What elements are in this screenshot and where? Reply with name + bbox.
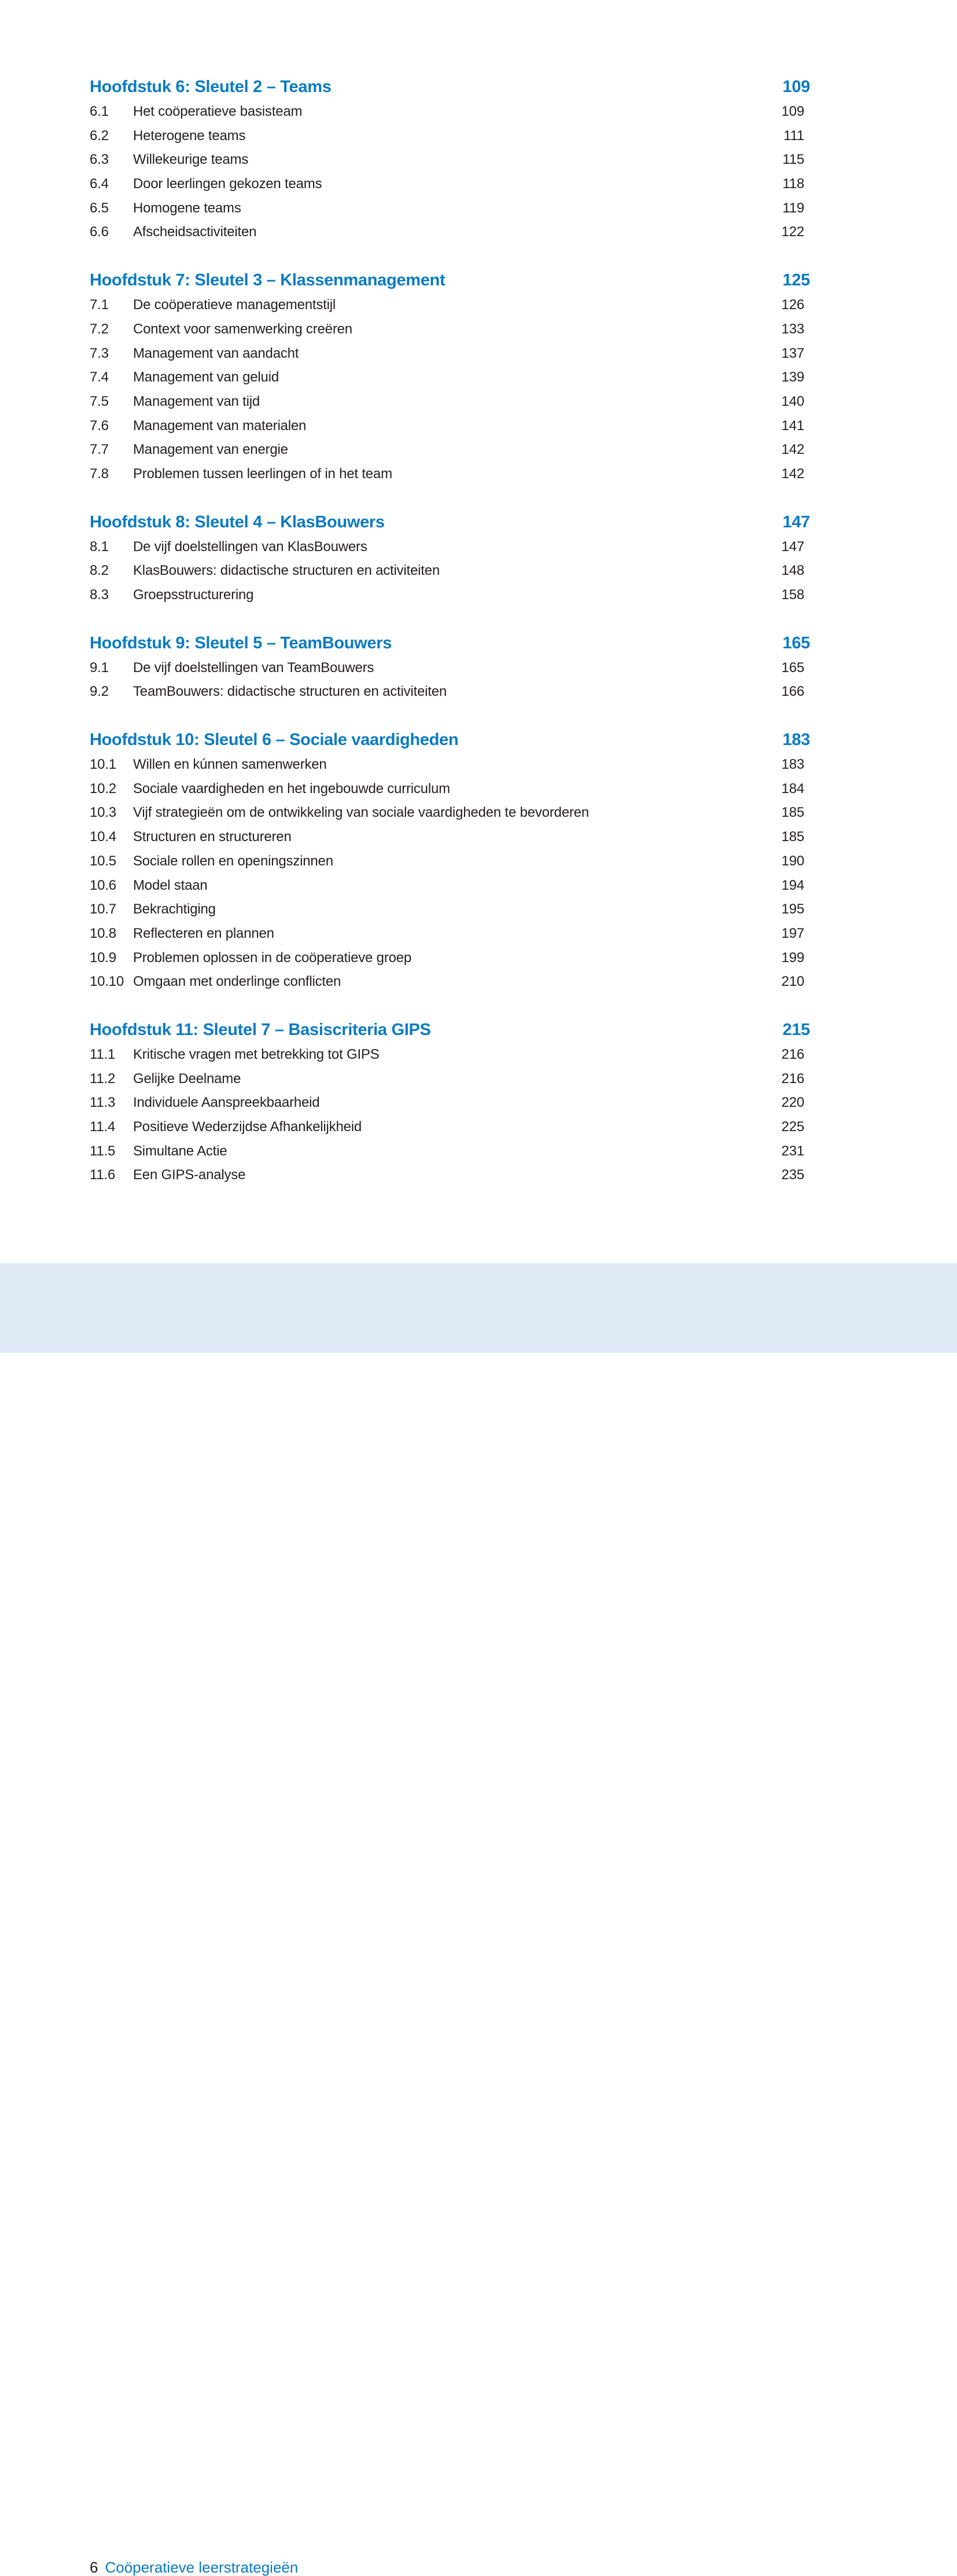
section-title: Kritische vragen met betrekking tot GIPS: [133, 1046, 380, 1062]
section-title: Simultane Actie: [133, 1143, 227, 1159]
table-of-contents: [90, 74, 810, 1210]
toc-section-entry[interactable]: [90, 970, 810, 994]
toc-section-entry[interactable]: [90, 342, 810, 366]
section-title: Model staan: [133, 877, 208, 893]
section-page-number: 111: [783, 127, 804, 144]
toc-section-entry[interactable]: [90, 220, 810, 244]
section-list: [90, 1043, 810, 1187]
section-page-number: 139: [781, 369, 804, 386]
section-title: Management van materialen: [133, 417, 307, 434]
section-title: Management van energie: [133, 442, 288, 458]
section-number: 10.6: [90, 877, 116, 893]
chapter-heading[interactable]: [90, 267, 810, 293]
section-number: 6.6: [90, 224, 109, 240]
section-number: 11.4: [90, 1119, 116, 1135]
section-page-number: 165: [781, 659, 804, 676]
toc-section-entry[interactable]: [90, 462, 810, 486]
toc-section-entry[interactable]: [90, 390, 810, 414]
chapter-title: Hoofdstuk 6: Sleutel 2 – Teams: [90, 78, 332, 96]
section-title: Structuren en structureren: [133, 829, 292, 845]
section-number: 10.2: [90, 780, 116, 797]
section-page-number: 235: [781, 1167, 804, 1183]
section-number: 6.3: [90, 152, 109, 168]
section-number: 10.5: [90, 853, 116, 869]
section-page-number: 197: [781, 925, 804, 941]
section-title: Management van aandacht: [133, 345, 299, 361]
toc-chapter: [90, 1017, 810, 1187]
section-title: Context voor samenwerking creëren: [133, 321, 352, 337]
section-page-number: 109: [781, 104, 804, 119]
section-number: 7.1: [90, 297, 109, 313]
section-list: [90, 535, 810, 607]
section-number: 9.1: [90, 659, 109, 676]
section-page-number: 142: [781, 465, 804, 482]
section-number: 7.7: [90, 442, 109, 458]
section-title: Groepsstructurering: [133, 587, 254, 603]
section-page-number: 166: [781, 684, 804, 700]
section-page-number: 210: [781, 974, 804, 990]
section-page-number: 133: [781, 321, 804, 337]
section-title: Willekeurige teams: [133, 152, 249, 168]
section-list: [90, 293, 810, 486]
section-title: Management van tijd: [133, 393, 260, 409]
section-page-number: 140: [781, 393, 804, 409]
chapter-title: Hoofdstuk 8: Sleutel 4 – KlasBouwers: [90, 512, 385, 531]
section-title: Homogene teams: [133, 200, 241, 216]
chapter-title: Hoofdstuk 11: Sleutel 7 – Basiscriteria GIPS: [90, 1020, 431, 1039]
chapter-heading[interactable]: [90, 630, 810, 656]
chapter-page-number: 125: [782, 271, 810, 290]
section-number: 10.8: [90, 925, 116, 941]
section-page-number: 225: [781, 1119, 804, 1135]
toc-section-entry[interactable]: [90, 172, 810, 196]
section-page-number: 216: [781, 1046, 804, 1062]
chapter-title: Hoofdstuk 7: Sleutel 3 – Klassenmanagement: [90, 271, 446, 290]
section-number: 10.1: [90, 757, 116, 773]
section-number: 11.6: [90, 1167, 116, 1183]
toc-section-entry[interactable]: [90, 753, 810, 777]
toc-chapter: [90, 630, 810, 704]
chapter-page-number: 183: [782, 731, 810, 750]
section-title: Omgaan met onderlinge conflicten: [133, 974, 341, 990]
footer-page-number: 6: [90, 2559, 98, 2576]
section-page-number: 185: [781, 805, 804, 821]
page-footer: [0, 1263, 957, 2576]
section-title: Reflecteren en plannen: [133, 925, 274, 941]
toc-chapter: [90, 509, 810, 607]
section-page-number: 194: [781, 877, 804, 893]
section-page-number: 142: [781, 442, 804, 458]
section-number: 11.3: [90, 1095, 116, 1111]
section-title: KlasBouwers: didactische structuren en activiteiten: [133, 563, 440, 579]
section-page-number: 141: [781, 417, 804, 434]
section-page-number: 137: [781, 345, 804, 361]
toc-section-entry[interactable]: [90, 365, 810, 390]
section-number: 7.3: [90, 345, 109, 361]
section-page-number: 220: [781, 1095, 804, 1111]
toc-section-entry[interactable]: [90, 535, 810, 559]
section-number: 9.2: [90, 684, 109, 700]
section-number: 8.1: [90, 538, 109, 555]
section-number: 10.4: [90, 829, 116, 845]
section-page-number: 216: [781, 1070, 804, 1087]
section-page-number: 122: [781, 224, 804, 240]
section-page-number: 185: [781, 829, 804, 845]
toc-section-entry[interactable]: [90, 438, 810, 462]
section-number: 6.1: [90, 104, 109, 119]
toc-section-entry[interactable]: [90, 680, 810, 704]
section-page-number: 147: [781, 538, 804, 555]
section-title: Heterogene teams: [133, 127, 246, 144]
section-page-number: 115: [782, 152, 804, 168]
toc-section-entry[interactable]: [90, 583, 810, 607]
chapter-page-number: 109: [782, 78, 810, 96]
section-list: [90, 656, 810, 704]
chapter-title: Hoofdstuk 9: Sleutel 5 – TeamBouwers: [90, 633, 392, 652]
toc-section-entry[interactable]: [90, 801, 810, 825]
toc-section-entry[interactable]: [90, 849, 810, 874]
chapter-page-number: 215: [782, 1020, 810, 1039]
section-number: 10.9: [90, 949, 116, 966]
section-number: 7.2: [90, 321, 109, 337]
toc-section-entry[interactable]: [90, 559, 810, 583]
section-number: 7.8: [90, 465, 109, 482]
section-title: De vijf doelstellingen van KlasBouwers: [133, 538, 367, 555]
section-title: Het coöperatieve basisteam: [133, 104, 303, 119]
section-title: Problemen oplossen in de coöperatieve groep: [133, 949, 412, 966]
section-number: 10.7: [90, 901, 116, 918]
toc-section-entry[interactable]: [90, 317, 810, 342]
chapter-heading[interactable]: [90, 74, 810, 100]
section-page-number: 199: [781, 949, 804, 966]
section-number: 7.5: [90, 393, 109, 409]
section-page-number: 183: [781, 757, 804, 773]
toc-section-entry[interactable]: [90, 1115, 810, 1139]
footer-text: [90, 2559, 298, 2576]
chapter-heading[interactable]: [90, 727, 810, 753]
section-number: 6.5: [90, 200, 109, 216]
section-number: 8.2: [90, 563, 109, 579]
toc-section-entry[interactable]: [90, 897, 810, 922]
section-list: [90, 100, 810, 244]
section-title: Bekrachtiging: [133, 901, 216, 918]
chapter-title: Hoofdstuk 10: Sleutel 6 – Sociale vaardigheden: [90, 731, 459, 750]
toc-section-entry[interactable]: [90, 825, 810, 849]
chapter-heading[interactable]: [90, 509, 810, 535]
section-page-number: 148: [781, 563, 804, 579]
toc-section-entry[interactable]: [90, 148, 810, 172]
chapter-page-number: 165: [782, 633, 810, 652]
section-title: TeamBouwers: didactische structuren en activiteiten: [133, 684, 447, 700]
section-page-number: 118: [782, 176, 804, 192]
toc-chapter: [90, 74, 810, 244]
toc-section-entry[interactable]: [90, 946, 810, 970]
section-title: Problemen tussen leerlingen of in het team: [133, 465, 392, 482]
toc-section-entry[interactable]: [90, 124, 810, 148]
section-number: 6.4: [90, 176, 109, 192]
section-title: Individuele Aanspreekbaarheid: [133, 1095, 320, 1111]
section-page-number: 195: [781, 901, 804, 918]
toc-section-entry[interactable]: [90, 414, 810, 438]
section-list: [90, 753, 810, 994]
section-title: Positieve Wederzijdse Afhankelijkheid: [133, 1119, 362, 1135]
toc-section-entry[interactable]: [90, 100, 810, 124]
footer-book-title: Coöperatieve leerstrategieën: [105, 2559, 299, 2576]
section-page-number: 119: [782, 200, 804, 216]
section-number: 7.4: [90, 369, 109, 386]
toc-chapter: [90, 267, 810, 486]
section-number: 6.2: [90, 127, 109, 144]
section-title: Vijf strategieën om de ontwikkeling van sociale vaardigheden te bevorderen: [133, 805, 589, 821]
section-title: Willen en kúnnen samenwerken: [133, 757, 327, 773]
section-title: Sociale rollen en openingszinnen: [133, 853, 333, 869]
toc-section-entry[interactable]: [90, 777, 810, 801]
section-title: Door leerlingen gekozen teams: [133, 176, 322, 192]
section-title: Een GIPS-analyse: [133, 1167, 246, 1183]
section-title: Sociale vaardigheden en het ingebouwde curriculum: [133, 780, 450, 797]
section-page-number: 158: [781, 587, 804, 603]
section-title: De coöperatieve managementstijl: [133, 297, 336, 313]
toc-section-entry[interactable]: [90, 196, 810, 221]
section-number: 10.3: [90, 805, 116, 821]
section-title: Management van geluid: [133, 369, 279, 386]
toc-section-entry[interactable]: [90, 293, 810, 317]
section-number: 8.3: [90, 587, 109, 603]
section-page-number: 126: [781, 297, 804, 313]
toc-section-entry[interactable]: [90, 656, 810, 680]
section-title: De vijf doelstellingen van TeamBouwers: [133, 659, 374, 676]
section-number: 7.6: [90, 417, 109, 434]
section-number: 11.1: [90, 1046, 116, 1062]
section-number: 11.2: [90, 1070, 116, 1087]
section-number: 11.5: [90, 1143, 116, 1159]
toc-section-entry[interactable]: [90, 874, 810, 898]
chapter-heading[interactable]: [90, 1017, 810, 1043]
chapter-page-number: 147: [782, 512, 810, 531]
toc-section-entry[interactable]: [90, 1067, 810, 1091]
section-title: Gelijke Deelname: [133, 1070, 241, 1087]
toc-section-entry[interactable]: [90, 922, 810, 946]
section-page-number: 184: [781, 780, 804, 797]
toc-section-entry[interactable]: [90, 1163, 810, 1187]
toc-section-entry[interactable]: [90, 1139, 810, 1164]
section-page-number: 190: [781, 853, 804, 869]
toc-section-entry[interactable]: [90, 1091, 810, 1115]
section-title: Afscheidsactiviteiten: [133, 224, 257, 240]
section-page-number: 231: [781, 1143, 804, 1159]
section-number: 10.10: [90, 974, 124, 990]
toc-section-entry[interactable]: [90, 1043, 810, 1067]
toc-chapter: [90, 727, 810, 994]
